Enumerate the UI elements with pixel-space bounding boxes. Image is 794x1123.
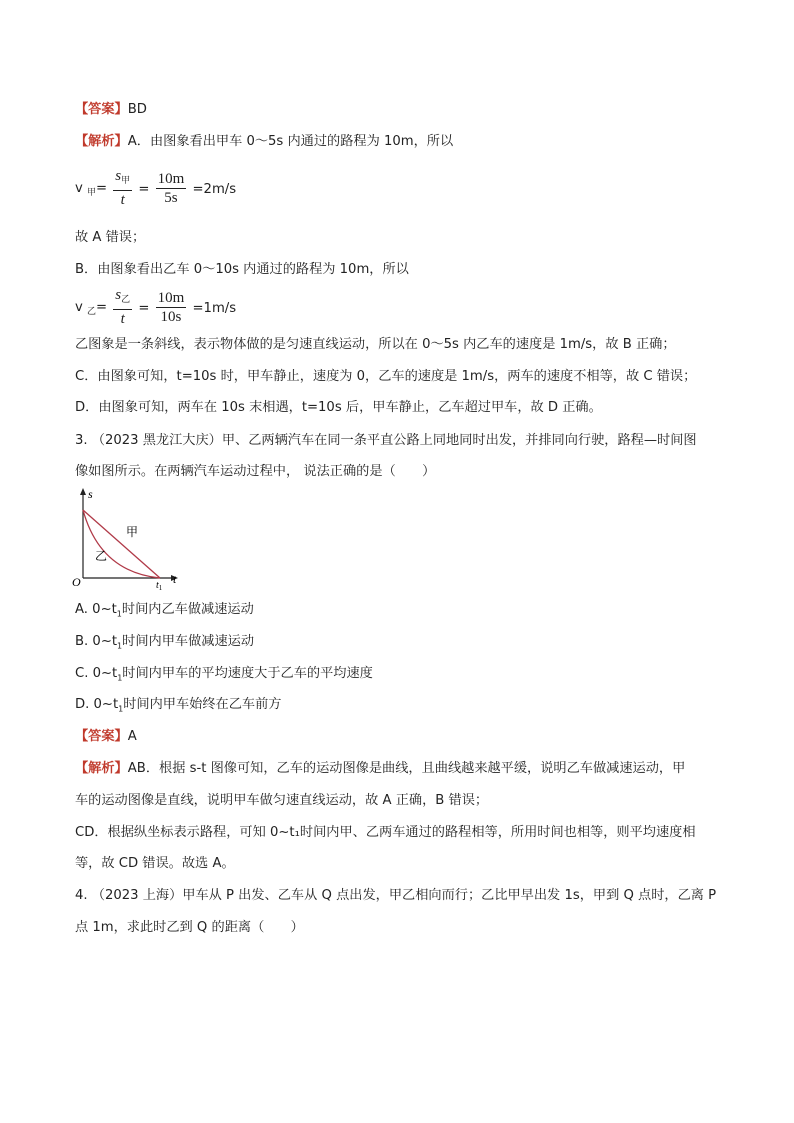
analysis-tag: 【解析】 xyxy=(75,761,128,776)
answer-tag: 【答案】 xyxy=(75,729,128,744)
label-yi: 乙 xyxy=(95,549,108,563)
line-d: D．由图象可知，两车在 10s 末相遇，t=10s 后，甲车静止，乙车超过甲车，故 D 正确。 xyxy=(75,400,602,415)
y-axis-arrow xyxy=(80,488,86,495)
option-text: 时间内甲车做减速运动 xyxy=(122,634,255,649)
line-a-wrong: 故 A 错误； xyxy=(75,230,146,245)
option-a[interactable] xyxy=(75,601,254,624)
q4-stem-line2: 点 1m，求此时乙到 Q 的距离（ ） xyxy=(75,920,304,935)
x-axis-label: t xyxy=(173,572,177,586)
option-text: 时间内甲车始终在乙车前方 xyxy=(123,697,282,712)
fraction-values xyxy=(156,290,187,327)
q3-analysis-line2: 车的运动图像是直线，说明甲车做匀速直线运动，故 A 正确，B 错误； xyxy=(75,793,489,808)
option-sub: 1 xyxy=(116,609,122,619)
analysis-tag: 【解析】 xyxy=(75,134,128,149)
option-sub: 1 xyxy=(117,641,123,651)
answer-value: A xyxy=(127,729,137,744)
eq-lhs: v xyxy=(75,180,83,196)
answer-line-q2 xyxy=(75,101,147,119)
frac-num-s: s xyxy=(115,287,122,303)
eq-sign: = xyxy=(138,300,150,316)
q3-analysis-line3: CD．根据纵坐标表示路程，可知 0~t₁时间内甲、乙两车通过的路程相等，所用时间也相等，则平均速度相 xyxy=(75,825,696,840)
y-axis-label: s xyxy=(88,487,93,501)
analysis-text: A．由图象看出甲车 0～5s 内通过的路程为 10m，所以 xyxy=(127,134,454,149)
frac-den-t: t xyxy=(120,311,125,327)
q3-analysis-line1 xyxy=(75,760,685,778)
option-sub: 1 xyxy=(117,673,123,683)
eq-sign: = xyxy=(138,181,150,197)
option-prefix: C. 0~t xyxy=(75,666,118,681)
analysis-line-b: B．由图象看出乙车 0～10s 内通过的路程为 10m，所以 xyxy=(75,262,409,277)
frac-num-sub: 甲 xyxy=(121,176,131,186)
q3-stem-line1: 3. （2023 黑龙江大庆）甲、乙两辆汽车在同一条平直公路上同地同时出发，并排同向行驶，路程—时间图 xyxy=(75,433,697,448)
eq-lhs-sub: 乙 xyxy=(87,306,97,317)
option-c[interactable] xyxy=(75,665,373,688)
equation-v-jia xyxy=(75,168,236,210)
answer-value: BD xyxy=(127,102,147,117)
frac-num-s: s xyxy=(115,168,122,184)
label-jia: 甲 xyxy=(126,525,139,539)
line-jia xyxy=(83,510,160,578)
option-text: 时间内乙车做减速运动 xyxy=(121,602,254,617)
q3-stem-line2: 像如图所示。在两辆汽车运动过程中， 说法正确的是（ ） xyxy=(75,464,436,479)
fraction-s-over-t xyxy=(113,287,132,329)
eq-lhs: v xyxy=(75,299,83,315)
q4-stem-line1: 4. （2023 上海）甲车从 P 出发、乙车从 Q 点出发，甲乙相向而行；乙比甲早出发 1s，甲到 Q 点时，乙离 P xyxy=(75,888,717,903)
t1-label xyxy=(156,580,163,591)
frac-den-t: t xyxy=(120,192,125,208)
line-b-correct: 乙图象是一条斜线，表示物体做的是匀速直线运动，所以在 0～5s 内乙车的速度是 1m/s，故 B 正确； xyxy=(75,337,676,352)
eq-lhs-sub: 甲 xyxy=(87,187,97,198)
line-c: C．由图象可知，t=10s 时，甲车静止，速度为 0，乙车的速度是 1m/s，两车的速度不相等，故 C 错误； xyxy=(75,369,697,384)
analysis-line-a xyxy=(75,133,453,151)
analysis-text: AB．根据 s-t 图像可知，乙车的运动图像是曲线，且曲线越来越平缓，说明乙车做减速运动，甲 xyxy=(127,761,686,776)
origin-label: O xyxy=(72,575,81,589)
option-prefix: D. 0~t xyxy=(75,697,119,712)
eq-sign: = xyxy=(96,299,108,315)
fraction-s-over-t xyxy=(113,168,132,210)
frac-num-value: 10m xyxy=(157,289,185,306)
option-text: 时间内甲车的平均速度大于乙车的平均速度 xyxy=(122,666,373,681)
equation-v-yi xyxy=(75,287,236,329)
frac-num-value: 10m xyxy=(157,170,185,187)
answer-line-q3 xyxy=(75,728,137,746)
option-sub: 1 xyxy=(118,704,124,714)
frac-den-value: 5s xyxy=(164,189,178,206)
answer-tag: 【答案】 xyxy=(75,102,128,117)
frac-den-value: 10s xyxy=(160,308,182,325)
frac-num-sub: 乙 xyxy=(121,295,131,305)
q3-analysis-line4: 等，故 CD 错误。故选 A。 xyxy=(75,856,235,871)
option-b[interactable] xyxy=(75,633,254,656)
t1-t: t xyxy=(156,580,159,591)
option-d[interactable] xyxy=(75,696,282,719)
option-prefix: B. 0~t xyxy=(75,634,118,649)
option-prefix: A. 0~t xyxy=(75,602,117,617)
eq-result: =2m/s xyxy=(192,181,237,197)
t1-sub: 1 xyxy=(158,584,163,591)
fraction-values xyxy=(156,171,187,208)
st-graph xyxy=(70,486,185,591)
eq-sign: = xyxy=(96,180,108,196)
eq-result: =1m/s xyxy=(192,300,237,316)
